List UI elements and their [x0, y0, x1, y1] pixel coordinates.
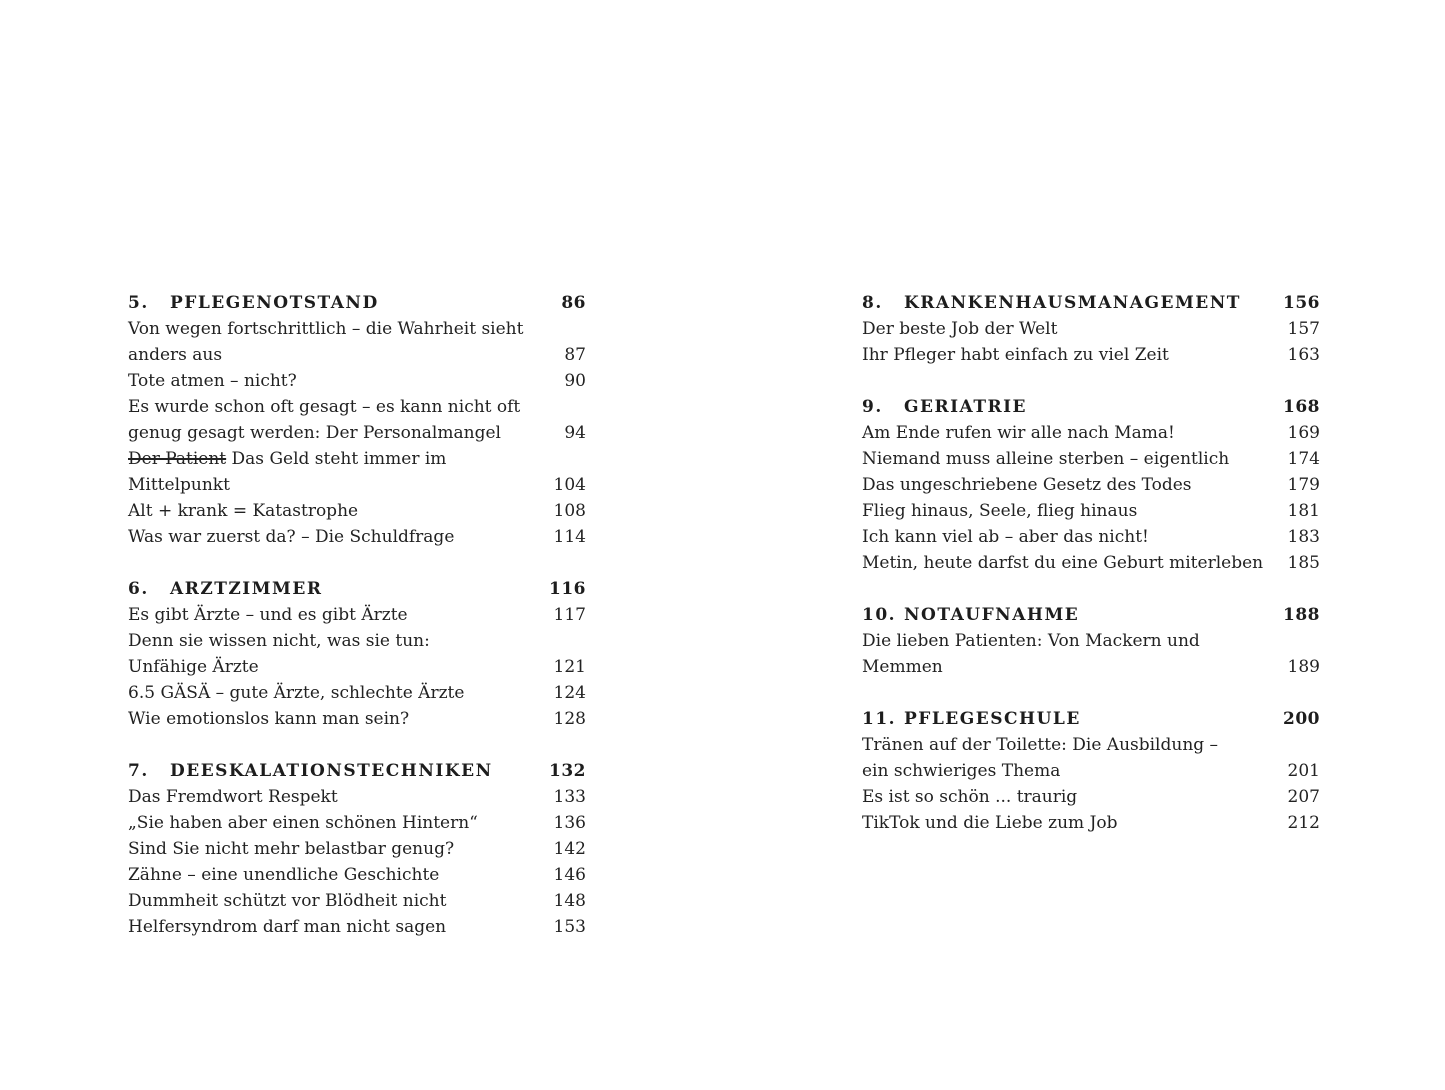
- chapter-heading: [862, 394, 1320, 420]
- chapter-number: 10.: [862, 605, 897, 625]
- toc-entry-title: Alt + krank = Katastrophe: [128, 501, 359, 521]
- toc-entry-line: [128, 862, 586, 888]
- toc-entry-page: 87: [564, 345, 586, 365]
- toc-entry: [128, 628, 586, 680]
- toc-entry: [128, 524, 586, 550]
- toc-entry-title: Sind Sie nicht mehr belastbar genug?: [128, 839, 455, 859]
- chapter-heading: [128, 758, 586, 784]
- toc-entry-page: 183: [1287, 527, 1320, 547]
- toc-entry-page: 146: [553, 865, 586, 885]
- chapter-page: 116: [549, 579, 586, 599]
- toc-entry-line: [128, 706, 586, 732]
- toc-entry-line: [862, 784, 1320, 810]
- toc-entry-page: 169: [1287, 423, 1320, 443]
- chapter-title: ARZTZIMMER: [170, 579, 323, 599]
- toc-entry-page: 121: [553, 657, 586, 677]
- toc-entry-page: 142: [553, 839, 586, 859]
- toc-entry-title: Das Fremdwort Respekt: [128, 787, 338, 807]
- toc-entry-page: 104: [553, 475, 586, 495]
- toc-entry-page: 136: [553, 813, 586, 833]
- chapter-title: KRANKENHAUSMANAGEMENT: [904, 293, 1241, 313]
- toc-entry: [128, 498, 586, 524]
- toc-entry-page: 201: [1287, 761, 1320, 781]
- toc-section: [862, 706, 1320, 836]
- chapter-title: PFLEGENOTSTAND: [170, 293, 379, 313]
- toc-entry-title: Dummheit schützt vor Blödheit nicht: [128, 891, 447, 911]
- toc-section: [128, 576, 586, 732]
- toc-entry-page: 128: [553, 709, 586, 729]
- toc-entry: [862, 732, 1320, 784]
- toc-entry: [862, 784, 1320, 810]
- chapter-title: PFLEGESCHULE: [904, 709, 1081, 729]
- chapter-heading: [862, 602, 1320, 628]
- toc-entry-page: 94: [564, 423, 586, 443]
- toc-entry-line: [128, 524, 586, 550]
- toc-section: [862, 602, 1320, 680]
- toc-entry-line: [862, 524, 1320, 550]
- chapter-heading: [862, 706, 1320, 732]
- toc-entry-page: 108: [553, 501, 586, 521]
- toc-section: [128, 758, 586, 940]
- toc-entry: [128, 914, 586, 940]
- toc-entry-title: Der beste Job der Welt: [862, 319, 1058, 339]
- toc-entry: [862, 628, 1320, 680]
- chapter-number: 11.: [862, 709, 897, 729]
- chapter-title: DEESKALATIONSTECHNIKEN: [170, 761, 493, 781]
- toc-entry-line: [128, 810, 586, 836]
- toc-entry-line: [128, 498, 586, 524]
- toc-entry: [128, 394, 586, 446]
- toc-entry-title: Ich kann viel ab – aber das nicht!: [862, 527, 1149, 547]
- toc-entry-page: 207: [1287, 787, 1320, 807]
- toc-entry: [128, 368, 586, 394]
- toc-entry: [862, 316, 1320, 342]
- toc-entry-line: [128, 316, 586, 342]
- toc-entry-page: 157: [1287, 319, 1320, 339]
- toc-entry-title: Von wegen fortschrittlich – die Wahrheit sieht: [128, 319, 524, 339]
- toc-entry-line: [862, 810, 1320, 836]
- chapter-number: 5.: [128, 293, 149, 313]
- toc-entry-title: Tränen auf der Toilette: Die Ausbildung –: [862, 735, 1219, 755]
- toc-entry-title: anders aus: [128, 345, 223, 365]
- toc-entry: [862, 446, 1320, 472]
- toc-section: [862, 394, 1320, 576]
- toc-entry-title: TikTok und die Liebe zum Job: [862, 813, 1118, 833]
- toc-entry-line: [128, 420, 586, 446]
- toc-entry-line: [128, 836, 586, 862]
- toc-entry: [862, 498, 1320, 524]
- toc-entry-page: 90: [564, 371, 586, 391]
- toc-entry-title: Flieg hinaus, Seele, flieg hinaus: [862, 501, 1138, 521]
- toc-entry: [862, 524, 1320, 550]
- toc-entry-line: [128, 680, 586, 706]
- toc-entry: [128, 888, 586, 914]
- toc-entry-title: 6.5 GÄSÄ – gute Ärzte, schlechte Ärzte: [128, 683, 465, 703]
- toc-entry-line: [862, 758, 1320, 784]
- toc-entry: [862, 550, 1320, 576]
- toc-entry-line: [862, 628, 1320, 654]
- toc-entry-page: 114: [553, 527, 586, 547]
- chapter-page: 200: [1283, 709, 1320, 729]
- toc-entry-title: Es wurde schon oft gesagt – es kann nicht oft: [128, 397, 521, 417]
- toc-entry: [128, 810, 586, 836]
- toc-entry-page: 163: [1287, 345, 1320, 365]
- toc-entry-line: [862, 472, 1320, 498]
- chapter-heading: [128, 290, 586, 316]
- toc-entry-line: [128, 914, 586, 940]
- struck-text: Der Patient: [128, 449, 227, 469]
- toc-entry-line: [128, 342, 586, 368]
- toc-entry-title: Unfähige Ärzte: [128, 657, 259, 677]
- toc-entry: [128, 680, 586, 706]
- toc-entry: [128, 446, 586, 498]
- toc-entry-line: [128, 784, 586, 810]
- chapter-page: 132: [549, 761, 586, 781]
- toc-entry-page: 153: [553, 917, 586, 937]
- toc-entry-title: Tote atmen – nicht?: [128, 371, 297, 391]
- toc-entry-title: Es gibt Ärzte – und es gibt Ärzte: [128, 605, 408, 625]
- toc-entry-page: 174: [1287, 449, 1320, 469]
- toc-entry-line: [128, 446, 586, 498]
- toc-entry: [128, 706, 586, 732]
- toc-entry-title: Zähne – eine unendliche Geschichte: [128, 865, 440, 885]
- chapter-number: 7.: [128, 761, 149, 781]
- toc-entry-title: ein schwieriges Thema: [862, 761, 1061, 781]
- chapter-title: GERIATRIE: [904, 397, 1028, 417]
- toc-entry-title: Memmen: [862, 657, 943, 677]
- toc-entry-title: Wie emotionslos kann man sein?: [128, 709, 410, 729]
- toc-entry-page: 133: [553, 787, 586, 807]
- toc-section: [862, 290, 1320, 368]
- toc-entry-title: Niemand muss alleine sterben – eigentlich: [862, 449, 1230, 469]
- chapter-page: 156: [1283, 293, 1320, 313]
- toc-entry-page: 185: [1287, 553, 1320, 573]
- chapter-page: 168: [1283, 397, 1320, 417]
- toc-entry-title: Metin, heute darfst du eine Geburt miterleben: [862, 553, 1264, 573]
- toc-entry-line: [128, 394, 586, 420]
- toc-entry-title: Das ungeschriebene Gesetz des Todes: [862, 475, 1192, 495]
- toc-entry-line: [862, 732, 1320, 758]
- toc-entry-page: 124: [553, 683, 586, 703]
- toc-entry-title: Helfersyndrom darf man nicht sagen: [128, 917, 447, 937]
- toc-entry-line: [862, 550, 1320, 576]
- chapter-page: 86: [561, 293, 586, 313]
- toc-entry-page: 189: [1287, 657, 1320, 677]
- toc-entry-line: [862, 420, 1320, 446]
- toc-entry-title: Es ist so schön ... traurig: [862, 787, 1078, 807]
- toc-entry-line: [128, 368, 586, 394]
- chapter-number: 6.: [128, 579, 149, 599]
- chapter-page: 188: [1283, 605, 1320, 625]
- toc-entry-line: [862, 342, 1320, 368]
- toc-entry: [128, 784, 586, 810]
- chapter-number: 9.: [862, 397, 883, 417]
- toc-entry-line: [862, 498, 1320, 524]
- chapter-heading: [128, 576, 586, 602]
- chapter-heading: [862, 290, 1320, 316]
- toc-entry-line: [128, 602, 586, 628]
- toc-entry: [862, 472, 1320, 498]
- toc-entry: [128, 862, 586, 888]
- toc-entry-line: [862, 446, 1320, 472]
- toc-entry-line: [128, 628, 586, 654]
- chapter-title: NOTAUFNAHME: [904, 605, 1080, 625]
- toc-entry: [862, 420, 1320, 446]
- toc-entry: [128, 316, 586, 368]
- toc-entry-page: 117: [553, 605, 586, 625]
- toc-entry-page: 148: [553, 891, 586, 911]
- toc-column-right: [862, 290, 1320, 836]
- toc-entry: [128, 602, 586, 628]
- toc-entry-line: [128, 888, 586, 914]
- toc-entry-title: „Sie haben aber einen schönen Hintern“: [128, 813, 478, 833]
- toc-entry-line: [862, 654, 1320, 680]
- toc-entry-text: Das Geld steht immer im Mittelpunkt: [128, 449, 447, 495]
- toc-entry: [128, 836, 586, 862]
- toc-entry-title: Die lieben Patienten: Von Mackern und: [862, 631, 1200, 651]
- toc-entry-title: Was war zuerst da? – Die Schuldfrage: [128, 527, 455, 547]
- toc-column-left: [128, 290, 586, 940]
- toc-entry-title: Am Ende rufen wir alle nach Mama!: [862, 423, 1175, 443]
- toc-entry-title: Ihr Pfleger habt einfach zu viel Zeit: [862, 345, 1169, 365]
- toc-entry: [862, 342, 1320, 368]
- toc-entry: [862, 810, 1320, 836]
- chapter-number: 8.: [862, 293, 883, 313]
- toc-entry-page: 179: [1287, 475, 1320, 495]
- toc-entry-page: 212: [1287, 813, 1320, 833]
- toc-entry-title: genug gesagt werden: Der Personalmangel: [128, 423, 501, 443]
- toc-entry-page: 181: [1287, 501, 1320, 521]
- toc-entry-title: Denn sie wissen nicht, was sie tun:: [128, 631, 430, 651]
- toc-section: [128, 290, 586, 550]
- toc-entry-line: [128, 654, 586, 680]
- toc-entry-line: [862, 316, 1320, 342]
- toc-entry-title: [128, 446, 546, 498]
